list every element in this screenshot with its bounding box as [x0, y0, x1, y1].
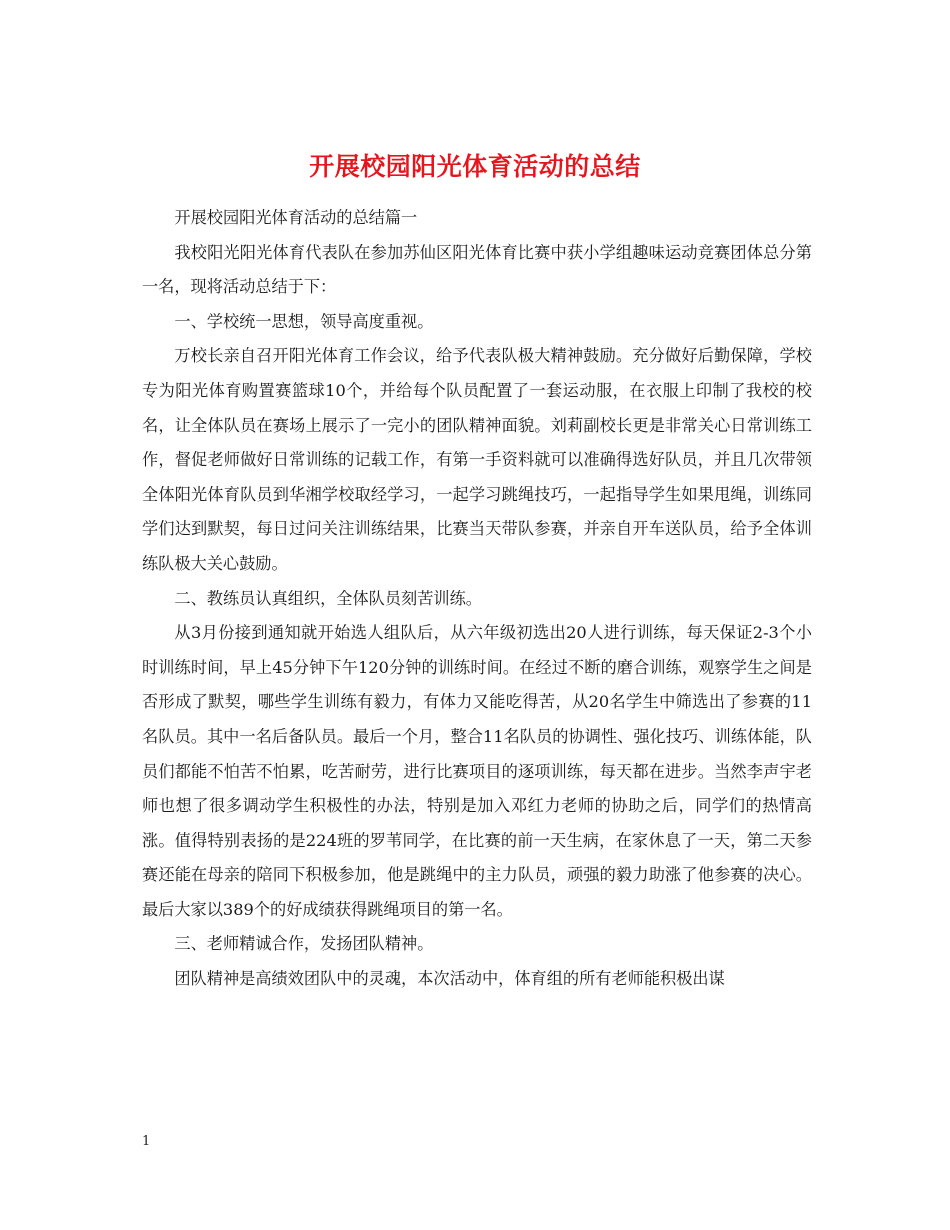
section-heading-1: 一、学校统一思想，领导高度重视。	[174, 311, 434, 331]
body-paragraph-3: 团队精神是高绩效团队中的灵魂，本次活动中，体育组的所有老师能积极出谋	[174, 969, 725, 989]
section-heading-2: 二、教练员认真组织，全体队员刻苦训练。	[174, 588, 482, 608]
document-body	[142, 201, 812, 997]
section-heading-3: 三、老师精诚合作，发扬团队精神。	[174, 934, 434, 954]
body-paragraph-2: 从3月份接到通知就开始选人组队后，从六年级初选出20人进行训练，每天保证2-3个小时训练时间，早上45分钟下午120分钟的训练时间。在经过不断的磨合训练，观察学生之间是否形成了默契，哪些学生训练有毅力，有体力又能吃得苦，从20名学生中筛选出了参赛的11名队员。其中一名后备队员。最后一个月，整合11名队员的协调性、强化技巧、训练体能，队员们都能不怕苦不怕累，吃苦耐劳，进行比赛项目的逐项训练，每天都在进步。当然李声宇老师也想了很多调动学生积极性的办法，特别是加入邓红力老师的协助之后，同学们的热情高涨。值得特别表扬的是224班的罗苇同学，在比赛的前一天生病，在家休息了一天，第二天参赛还能在母亲的陪同下积极参加，他是跳绳中的主力队员，顽强的毅力助涨了他参赛的决心。最后大家以389个的好成绩获得跳绳项目的第一名。	[142, 623, 812, 919]
body-paragraph-1: 万校长亲自召开阳光体育工作会议，给予代表队极大精神鼓励。充分做好后勤保障，学校专为阳光体育购置赛篮球10个，并给每个队员配置了一套运动服，在衣服上印制了我校的校名，让全体队员在赛场上展示了一完小的团队精神面貌。刘莉副校长更是非常关心日常训练工作，督促老师做好日常训练的记载工作，有第一手资料就可以准确得选好队员，并且几次带领全体阳光体育队员到华湘学校取经学习，一起学习跳绳技巧，一起指导学生如果甩绳，训练同学们达到默契，每日过问关注训练结果，比赛当天带队参赛，并亲自开车送队员，给予全体训练队极大关心鼓励。	[142, 346, 812, 573]
section-subtitle: 开展校园阳光体育活动的总结篇一	[174, 208, 418, 227]
intro-paragraph: 我校阳光阳光体育代表队在参加苏仙区阳光体育比赛中获小学组趣味运动竞赛团体总分第一名，现将活动总结于下：	[142, 242, 812, 297]
document-title: 开展校园阳光体育活动的总结	[309, 151, 641, 181]
page-number: 1	[142, 1134, 151, 1149]
